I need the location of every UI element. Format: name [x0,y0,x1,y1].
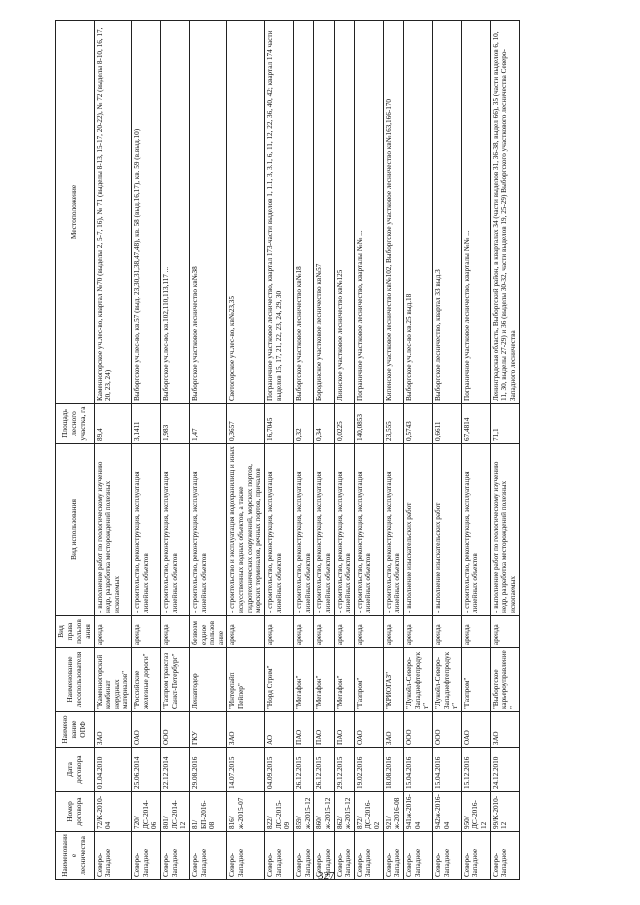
table-cell: ПАО [293,712,313,748]
table-cell: 04.09.2015 [265,748,294,792]
table-cell: ООО [160,712,189,748]
table-cell: 22.12.2014 [160,748,189,792]
table-cell: - строительство, реконструкция, эксплуатация линейных объектов [314,444,334,616]
table-row [265,21,294,880]
table-cell: 822/ЛС-2015-09 [265,792,294,832]
table-cell: Светогорское уч.лес-во, кв№23,35 [227,21,265,404]
table-cell: Северо-Западное [227,832,265,880]
table-cell: Северо-Западное [354,832,383,880]
table-row [227,21,265,880]
table-cell: Ленинградская область, Выборгский район, в кварталах 34 (части выделов 31, 36-38, выдел 66), 35 (части выделов 6, 10, 11, 30, выделы 27-29) и 36 (выделы 30-32, части выделов 19, 25-29) Выборгского участкового лесничества Северо-Западного лесничества [490,21,519,404]
table-cell: "КРИОГАЗ" [383,648,403,712]
table-header-row [56,21,95,880]
table-cell: 89,4 [94,404,132,444]
table-cell: 816/ж-2015-07 [227,792,265,832]
table-cell: Лиинское участковое лесничество кв№125 [334,21,354,404]
table-cell: 872/ДС-2016-02 [354,792,383,832]
table-cell: 24.12.2010 [490,748,519,792]
table-cell: Бородинское участковое лесничество кв№57 [314,21,334,404]
table-cell: аренда [461,616,490,648]
table-cell: аренда [404,616,433,648]
table-cell: 19.02.2016 [354,748,383,792]
table-cell: ООО [404,712,433,748]
table-row [132,21,161,880]
table-row [94,21,132,880]
table-cell: - строительство, реконструкция, эксплуатация линейных объектов [160,444,189,616]
table-cell: 25.06.2014 [132,748,161,792]
table-cell: 3,1411 [132,404,161,444]
table-cell: Северо-Западное [293,832,313,880]
table-cell: - строительство, реконструкция, эксплуатация линейных объектов [132,444,161,616]
table-cell: 0,5743 [404,404,433,444]
table-cell: Северо-Западное [265,832,294,880]
table-cell: "Норд Стрим" [265,648,294,712]
table-cell: ПАО [334,712,354,748]
table-cell: "Мегафон" [293,648,313,712]
table-cell: Северо-Западное [160,832,189,880]
table-cell: аренда [334,616,354,648]
table-cell: Северо-Западное [383,832,403,880]
table-cell: Северо-Западное [461,832,490,880]
table-cell: АО [265,712,294,748]
table-cell: аренда [265,616,294,648]
table-cell: - строительство, реконструкция, эксплуатация линейных объектов [293,444,313,616]
table-cell: 01.04.2010 [94,748,132,792]
table-cell: Кипенское участковое лесничество кв№102, Выборгское участковое лесничество кв№163,166-170 [383,21,403,404]
page-number: 327 [318,870,335,882]
header-cell: Наименование лесопользователя [56,648,95,712]
table-cell: - строительство, реконструкция, эксплуатация линейных объектов [461,444,490,616]
table-cell: 941ж-2016-04 [404,792,433,832]
table-cell: аренда [314,616,334,648]
table-cell: Выборгское участковое лесничество кв№38 [189,21,227,404]
table-cell: Выборгское участковое лесничество кв№18 [293,21,313,404]
table-cell: 14.07.2015 [227,748,265,792]
table-cell: Северо-Западное [189,832,227,880]
header-cell: Местоположение [56,21,95,404]
table-cell: Северо-Западное [132,832,161,880]
table-cell: 18.08.2016 [383,748,403,792]
table-cell: 72/К-2010-04 [94,792,132,832]
table-cell: Выборгское уч.лес-во, кв.102,110,113,117 ... [160,21,189,404]
table-row [404,21,433,880]
table-cell: - строительство, реконструкция, эксплуатация линейных объектов [354,444,383,616]
header-cell: Вид права пользования [56,616,95,648]
table-cell: 67,4814 [461,404,490,444]
table-cell: 860/ж-2015-12 [314,792,334,832]
table-cell: 942ж-2016-04 [432,792,461,832]
table-cell: Пограничное участковое лесничество, кварталы №№ ... [461,21,490,404]
table-cell: 801/ЛС-2014-12 [160,792,189,832]
table-cell: Выборгское лесничество, квартал 33 выд.3 [432,21,461,404]
table-cell: 15.04.2016 [432,748,461,792]
table-cell: "Лукойл-Северо-Западнефтепродукт" [432,648,461,712]
table-row [189,21,227,880]
table-cell: аренда [227,616,265,648]
table-cell: ЗАО [227,712,265,748]
table-cell: - выполнение изыскательских работ [432,444,461,616]
table-cell: 99/К-2010-12 [490,792,519,832]
table-cell: аренда [160,616,189,648]
table-cell: аренда [132,616,161,648]
table-cell: - строительство, реконструкция, эксплуатация линейных объектов [334,444,354,616]
header-cell: Номер договора [56,792,95,832]
table-cell: 29.08.2016 [189,748,227,792]
table-cell: 16,7045 [265,404,294,444]
table-cell: Северо-Западное [314,832,334,880]
table-cell: аренда [383,616,403,648]
table-cell: - строительство, реконструкция, эксплуатация линейных объектов [265,444,294,616]
table-cell: ОАО [461,712,490,748]
table-cell: "Газпром" [354,648,383,712]
table-cell: аренда [354,616,383,648]
table-cell: 26.12.2015 [314,748,334,792]
table-cell: 0,3657 [227,404,265,444]
table-cell: 29.12.2015 [334,748,354,792]
table-row [432,21,461,880]
table-cell: - строительство и эксплуатация водохранилищ и иных искусственных водных объектов, а также гидротехнических сооружений, морских портов, морских терминалов, речных портов, причалов [227,444,265,616]
table-cell: Ленавтодор [189,648,227,712]
table-cell: Выборгское уч.лес-во, кв.57 (выд. 23,30,31,38,47,48), кв. 58 (выд.16,17), кв. 59 (в.выд.10) [132,21,161,404]
forest-lease-table [55,20,520,880]
table-cell: ОАО [132,712,161,748]
table-cell: "Выборгское карьероуправление" [490,648,519,712]
table-cell: "Газпром трансгаз Санкт-Петербург" [160,648,189,712]
table-row [293,21,313,880]
table-cell: 0,6611 [432,404,461,444]
table-cell: 140,0853 [354,404,383,444]
table-cell: Северо-Западное [432,832,461,880]
table-cell: 15.12.2016 [461,748,490,792]
table-cell: Северо-Западное [490,832,519,880]
table-cell: "Мегафон" [314,648,334,712]
table-row [160,21,189,880]
table-cell: 1,47 [189,404,227,444]
table-cell: 1,983 [160,404,189,444]
table-cell: - строительство, реконструкция, эксплуатация линейных объектов [383,444,403,616]
table-cell: 720/ДС-2014-06 [132,792,161,832]
table-cell: "Каменногорский комбинат нерудных материалов" [94,648,132,712]
table-cell: ГКУ [189,712,227,748]
table-cell: аренда [94,616,132,648]
table-cell: "Мегафон" [334,648,354,712]
table-cell: аренда [432,616,461,648]
table-cell: Выборгское уч.лес-во кв.25 выд.18 [404,21,433,404]
table-cell: - выполнение работ по геологическому изучению недр, разработка месторождений полезных ископаемых [490,444,519,616]
table-cell: Пограничное участковое лесничество, квартал 173-части выделов 1, 1.1, 3, 3.1, 6, 11, 12, 22, 36, 40, 42; квартал 174 части выделов 15, 17, 21, 22, 23, 24, 29, 30 [265,21,294,404]
table-cell: ОАО [354,712,383,748]
table-cell: 81/БП-2016-08 [189,792,227,832]
table-cell: 862/ж-2015-12 [334,792,354,832]
table-row [354,21,383,880]
table-cell: - строительство, реконструкция, эксплуатация линейных объектов [189,444,227,616]
table-cell: Пограничное участковое лесничество, кварталы №№ ... [354,21,383,404]
table-cell: 23,555 [383,404,403,444]
table-cell: - выполнение изыскательских работ [404,444,433,616]
header-cell: Площадь лесного участка, га [56,404,95,444]
rotated-table-container [55,20,605,880]
table-cell: 71,1 [490,404,519,444]
table-cell: 950/ДС-2016-12 [461,792,490,832]
table-row [490,21,519,880]
table-row [383,21,403,880]
table-cell: "Интерпайп Пейпер" [227,648,265,712]
table-cell: - выполнение работ по геологическому изучению недр, разработка месторождений полезных ископаемых [94,444,132,616]
table-row [461,21,490,880]
table-cell: ЗАО [94,712,132,748]
table-cell: "Газпром" [461,648,490,712]
table-cell: 26.12.2015 [293,748,313,792]
table-row [314,21,334,880]
header-cell: Наименование лесничества [56,832,95,880]
header-cell: Наименование ОПФ [56,712,95,748]
table-cell: 859/ж-2015-12 [293,792,313,832]
table-cell: ЗАО [383,712,403,748]
table-cell: 0,0225 [334,404,354,444]
header-cell: Вид использования [56,444,95,616]
header-cell: Дата договора [56,748,95,792]
table-cell: 921/ж-2016-08 [383,792,403,832]
table-cell: "Российские железные дороги" [132,648,161,712]
table-cell: ЗАО [490,712,519,748]
table-cell: 15.04.2016 [404,748,433,792]
table-cell: 0,34 [314,404,334,444]
table-cell: Северо-Западное [94,832,132,880]
table-cell: 0,32 [293,404,313,444]
table-cell: Каменногорское уч.лес-во, квартал №70 (выделы 2, 5-7, 16), № 71 (выделы 8-13, 15-17, 20-22), № 72 (выделы 8-10, 16, 17, 20, 23, 24) [94,21,132,404]
table-cell: ПАО [314,712,334,748]
table-cell: аренда [490,616,519,648]
table-row [334,21,354,880]
table-cell: аренда [293,616,313,648]
table-cell: Северо-Западное [404,832,433,880]
table-cell: Северо-Западное [334,832,354,880]
table-cell: безвозмездное пользование [189,616,227,648]
table-cell: "Лукойл-Северо-Западнефтепродукт" [404,648,433,712]
table-cell: ООО [432,712,461,748]
